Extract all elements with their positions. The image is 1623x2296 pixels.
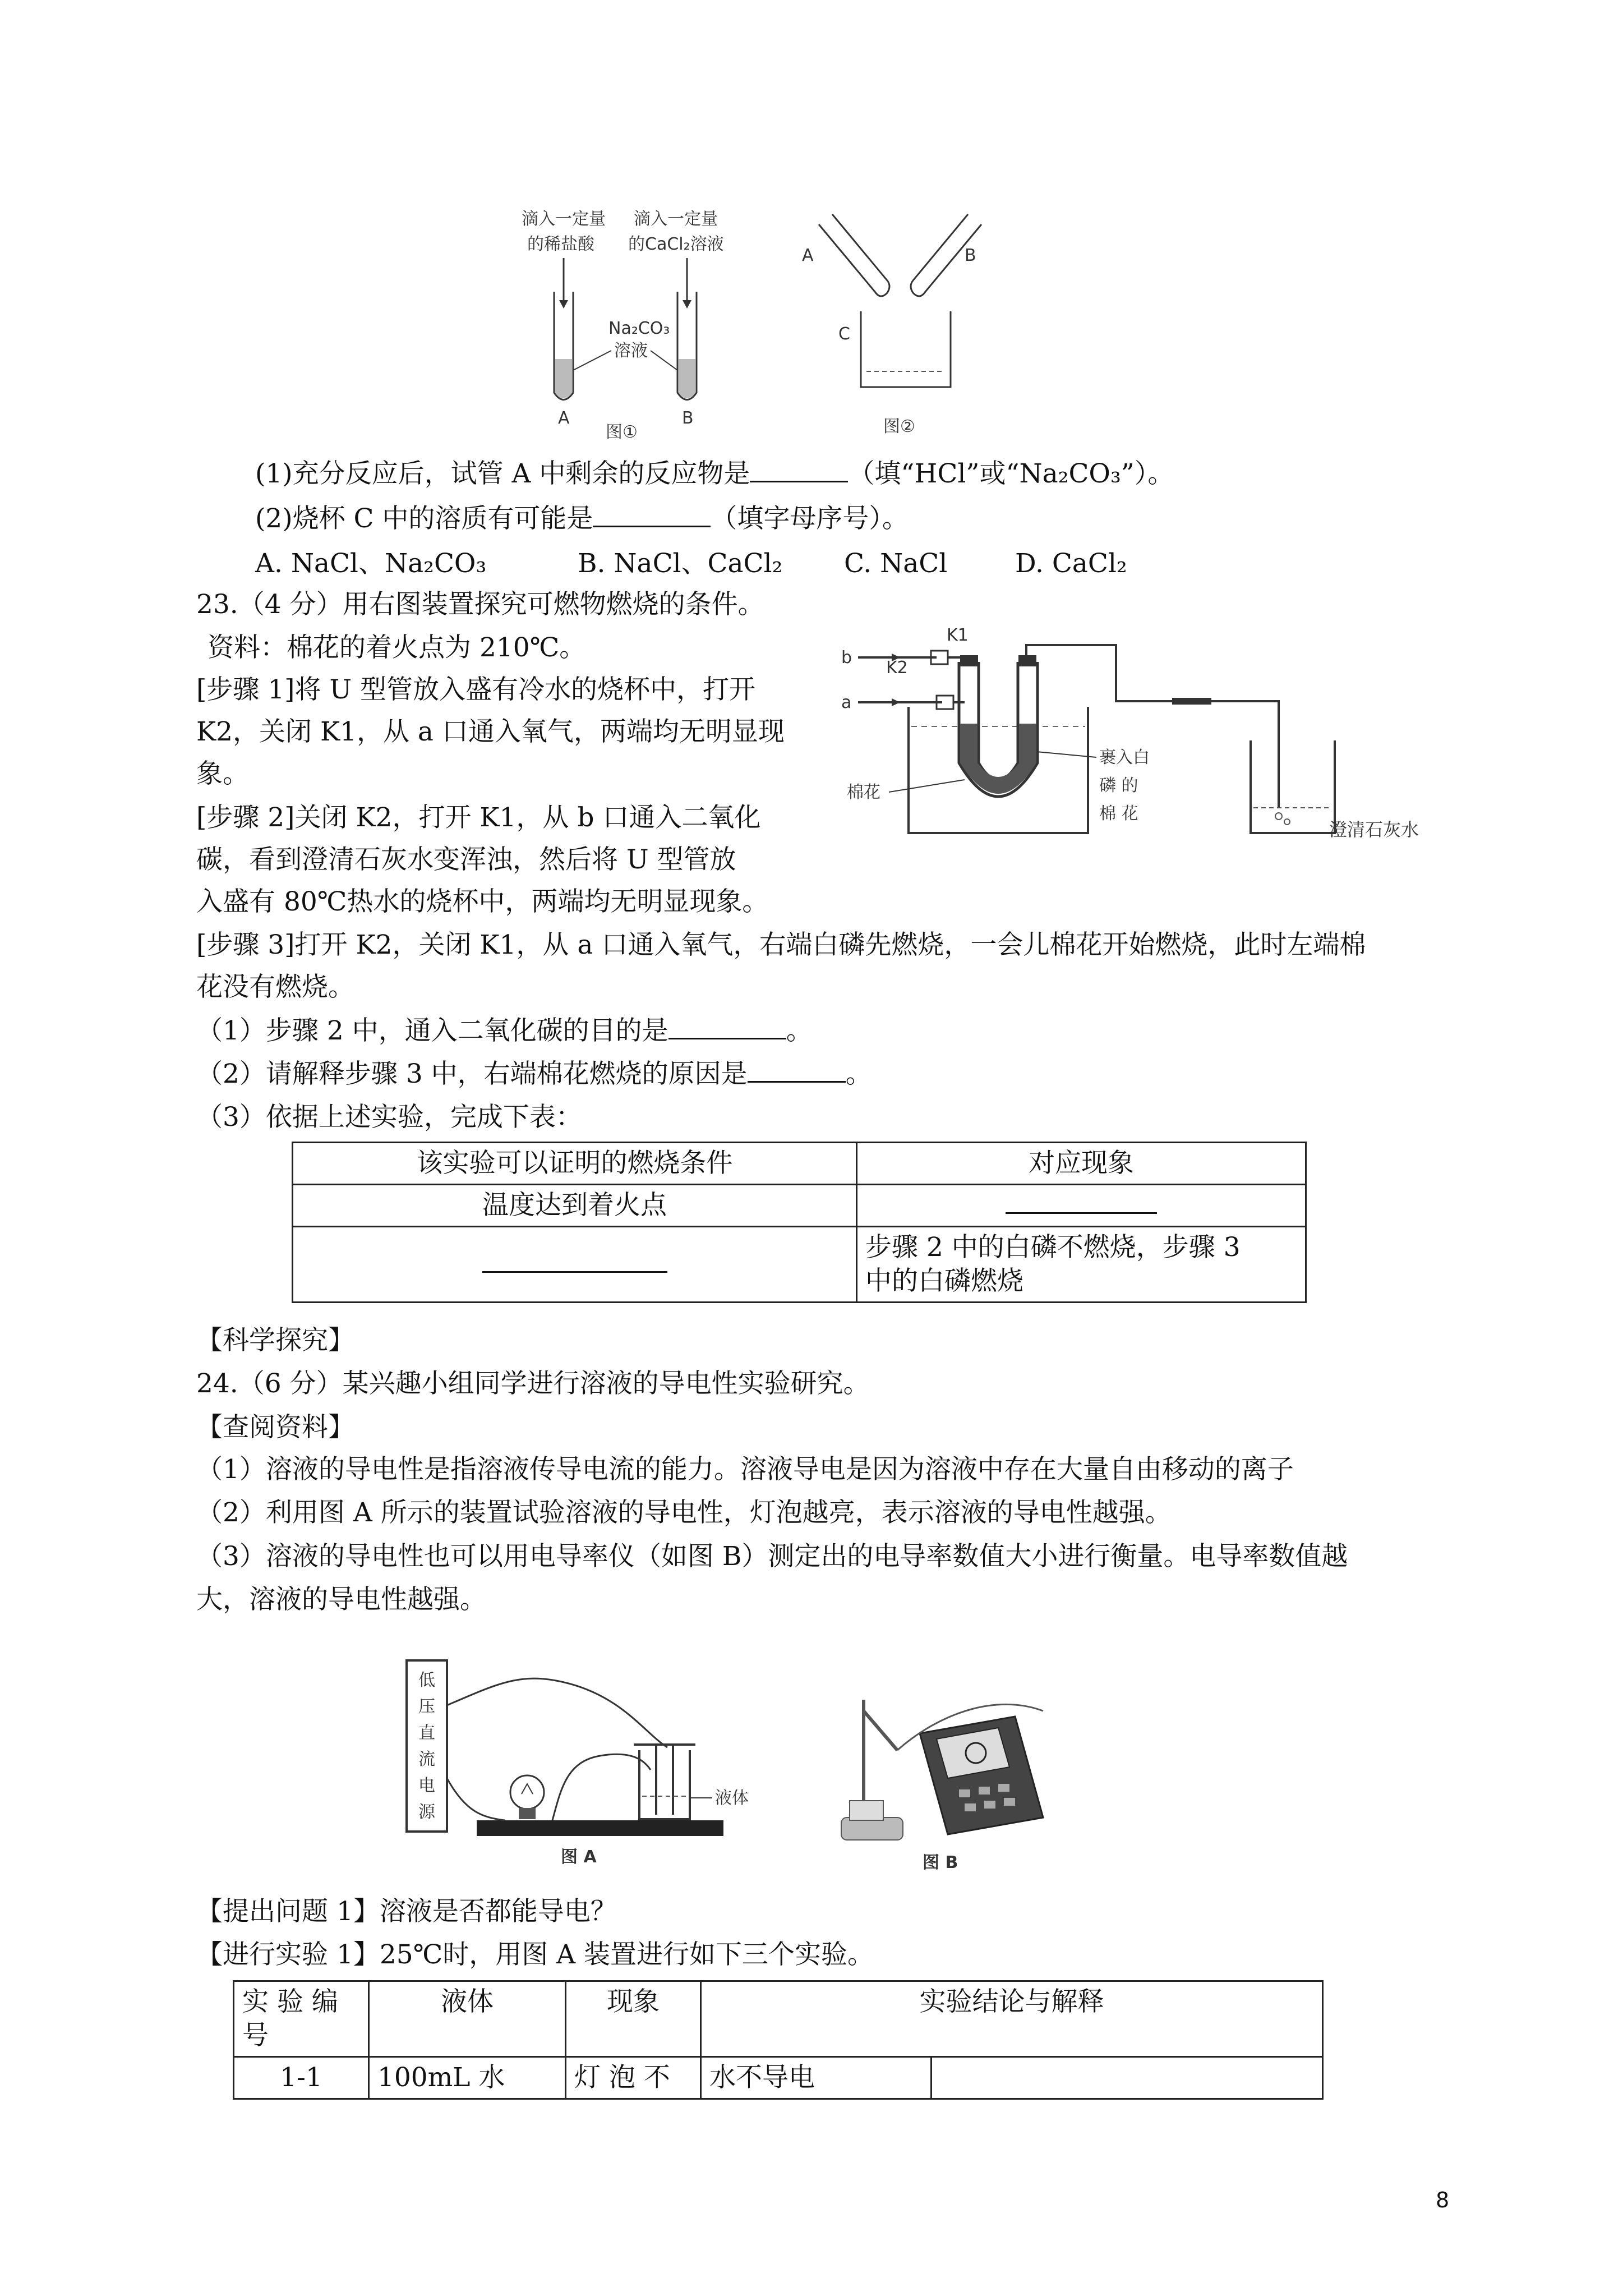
fig2-tube-a-label: A: [802, 246, 814, 265]
fig1-label-b-top: 滴入一定量: [634, 209, 718, 229]
q22-part1-blank[interactable]: [750, 458, 848, 482]
meter-body: [920, 1717, 1043, 1834]
fig-b-label: b: [841, 648, 852, 668]
q23-question-2: [196, 1057, 872, 1091]
fig2-caption: 图②: [883, 417, 915, 436]
q23-combustion-table: [292, 1142, 1307, 1303]
reference-heading: 【查阅资料】: [196, 1412, 354, 1443]
q23-apparatus-figure: [836, 623, 1419, 853]
q22-part2: [255, 502, 909, 536]
q22-option-d: D. CaCl₂: [1015, 548, 1127, 579]
base-board: [477, 1820, 723, 1836]
fig2-beaker-c: [861, 311, 951, 387]
table-row: [293, 1185, 1306, 1227]
q23-step1-line3: 象。: [196, 758, 249, 789]
figure-a-caption: 图 A: [561, 1847, 597, 1867]
fig2-tube-a: [819, 214, 889, 296]
fig1-solution-label-1: Na₂CO₃: [608, 319, 670, 338]
fig-wrapped-label-1: 裹入白: [1099, 748, 1150, 767]
q23-title: 23.（4 分）用右图装置探究可燃物燃烧的条件。: [196, 589, 764, 620]
fig1-tube-b-label: B: [682, 408, 694, 428]
col-header-liquid: 液体: [369, 1981, 566, 2057]
fig-cotton-label: 棉花: [847, 783, 880, 802]
q23-info: 资料：棉花的着火点为 210℃。: [208, 632, 586, 663]
col-header-number: [234, 1981, 369, 2057]
q24-title: 24.（6 分）某兴趣小组同学进行溶液的导电性实验研究。: [196, 1368, 870, 1399]
liquid-beaker: [634, 1745, 695, 1819]
cell-explanation[interactable]: [932, 2057, 1323, 2099]
q23-step3-line2: 花没有燃烧。: [196, 972, 354, 1002]
figure-b-conductivity-meter: [830, 1677, 1066, 1879]
q22-option-a: A. NaCl、Na₂CO₃: [255, 548, 487, 579]
q22-part1: [255, 457, 1174, 491]
q23-q2-prefix: （2）请解释步骤 3 中，右端棉花燃烧的原因是: [196, 1059, 748, 1089]
fig-wrapped-label-3: 棉 花: [1099, 804, 1138, 823]
experiment-1-table: [233, 1980, 1324, 2100]
figure-1-test-tubes: [505, 208, 740, 443]
q23-q2-suffix: 。: [845, 1059, 872, 1089]
fig1-label-a-bottom: 的稀盐酸: [527, 234, 594, 254]
fig1-solution-label-2: 溶液: [614, 341, 648, 361]
table-row: [293, 1227, 1306, 1303]
col-header-number-line2: 号: [242, 2020, 269, 2051]
liquid-label: 液体: [715, 1788, 749, 1808]
fig-limewater-label: 澄清石灰水: [1329, 819, 1419, 840]
q23-step1-line1: [步骤 1]将 U 型管放入盛有冷水的烧杯中，打开: [196, 674, 756, 705]
fig-u-tube: [959, 655, 1038, 797]
q23-question-3: （3）依据上述实验，完成下表：: [196, 1102, 582, 1133]
fig2-tube-b-label: B: [965, 246, 976, 265]
fig1-caption: 图①: [606, 422, 638, 442]
q23-step2-line3: 入盛有 80℃热水的烧杯中，两端均无明显现象。: [196, 886, 769, 917]
figure-2-beaker: [796, 208, 1009, 443]
q23-step2-line2: 碳，看到澄清石灰水变浑浊，然后将 U 型管放: [196, 844, 736, 875]
light-bulb: [510, 1775, 544, 1819]
reference-3-line2: 大，溶液的导电性越强。: [196, 1584, 486, 1615]
figure-b-caption: 图 B: [923, 1853, 958, 1872]
electrode-stand: [841, 1700, 903, 1840]
table-row: [293, 1143, 1306, 1185]
problem-1: 【提出问题 1】溶液是否都能导电？: [196, 1896, 617, 1927]
q23-q1-suffix: 。: [786, 1015, 813, 1046]
power-char-1: 低: [418, 1671, 435, 1690]
col-header-conclusion: 实验结论与解释: [701, 1981, 1323, 2057]
table-header-phenomenon: 对应现象: [857, 1143, 1306, 1185]
page-number: 8: [1436, 2188, 1450, 2212]
table-cell-ignition-point: 温度达到着火点: [293, 1185, 857, 1227]
q23-step3-line1: [步骤 3]打开 K2，关闭 K1，从 a 口通入氧气，右端白磷先燃烧，一会儿棉花开始燃烧，此时左端棉: [196, 930, 1366, 960]
q22-option-b: B. NaCl、CaCl₂: [578, 548, 783, 579]
cell-conclusion: 水不导电: [701, 2057, 932, 2099]
q22-part1-suffix: （填“HCl”或“Na₂CO₃”）。: [848, 458, 1174, 489]
cell-phenomenon: 灯 泡 不: [566, 2057, 701, 2099]
q23-step1-line2: K2，关闭 K1，从 a 口通入氧气，两端均无明显现: [196, 716, 785, 747]
q23-question-1: [196, 1014, 813, 1048]
cell-liquid: 100mL 水: [369, 2057, 566, 2099]
science-heading: 【科学探究】: [196, 1325, 354, 1356]
table-cell-blank-phenomenon[interactable]: [857, 1185, 1306, 1227]
fig1-tube-a-label: A: [558, 408, 570, 428]
fig2-beaker-label: C: [838, 324, 850, 344]
col-header-number-line1: 实 验 编: [242, 1986, 338, 2017]
fig-limewater-beaker: [1251, 740, 1335, 833]
fig1-label-a-top: 滴入一定量: [522, 209, 606, 229]
col-header-phenomenon: 现象: [566, 1981, 701, 2057]
fig1-label-b-bottom: 的CaCl₂溶液: [628, 234, 724, 254]
table-cell-phosphorus-line1: 步骤 2 中的白磷不燃烧，步骤 3: [865, 1232, 1241, 1263]
table-header-condition: 该实验可以证明的燃烧条件: [293, 1143, 857, 1185]
power-char-6: 源: [418, 1802, 435, 1822]
table-row: [234, 2057, 1323, 2099]
power-char-3: 直: [418, 1723, 435, 1743]
reference-2: （2）利用图 A 所示的装置试验溶液的导电性，灯泡越亮，表示溶液的导电性越强。: [196, 1497, 1172, 1528]
q22-part2-suffix: （填字母序号）。: [711, 503, 909, 534]
q23-step2-line1: [步骤 2]关闭 K2，打开 K1，从 b 口通入二氧化: [196, 802, 761, 833]
reference-1: （1）溶液的导电性是指溶液传导电流的能力。溶液导电是因为溶液中存在大量自由移动的离子: [196, 1454, 1294, 1485]
cell-number: 1-1: [234, 2057, 369, 2099]
q22-option-c: C. NaCl: [844, 548, 948, 579]
fig-k1-label: K1: [947, 625, 969, 645]
answer-blank[interactable]: [482, 1249, 667, 1273]
power-char-5: 电: [418, 1776, 435, 1796]
q23-q1-blank[interactable]: [668, 1015, 786, 1039]
table-cell-phosphorus-line2: 中的白磷燃烧: [865, 1266, 1023, 1296]
table-cell-phosphorus: [857, 1227, 1306, 1303]
q23-q1-prefix: （1）步骤 2 中，通入二氧化碳的目的是: [196, 1015, 668, 1046]
table-row: [234, 1981, 1323, 2057]
figure-a-circuit: [398, 1649, 802, 1879]
q22-part1-prefix: (1)充分反应后，试管 A 中剩余的反应物是: [255, 458, 750, 489]
reference-3-line1: （3）溶液的导电性也可以用电导率仪（如图 B）测定出的电导率数值大小进行衡量。电导率数值越: [196, 1541, 1348, 1572]
fig-wrapped-label-2: 磷 的: [1099, 776, 1138, 795]
fig-a-label: a: [841, 693, 852, 712]
experiment-1: 【进行实验 1】25℃时，用图 A 装置进行如下三个实验。: [196, 1939, 874, 1970]
fig-k2-label: K2: [886, 658, 908, 678]
table-cell-blank-condition[interactable]: [293, 1227, 857, 1303]
power-char-4: 流: [418, 1750, 435, 1769]
power-char-2: 压: [418, 1697, 435, 1717]
q22-part2-prefix: (2)烧杯 C 中的溶质有可能是: [255, 503, 593, 534]
q23-q2-blank[interactable]: [748, 1059, 846, 1083]
answer-blank[interactable]: [1006, 1190, 1157, 1214]
q22-part2-blank[interactable]: [593, 503, 711, 527]
